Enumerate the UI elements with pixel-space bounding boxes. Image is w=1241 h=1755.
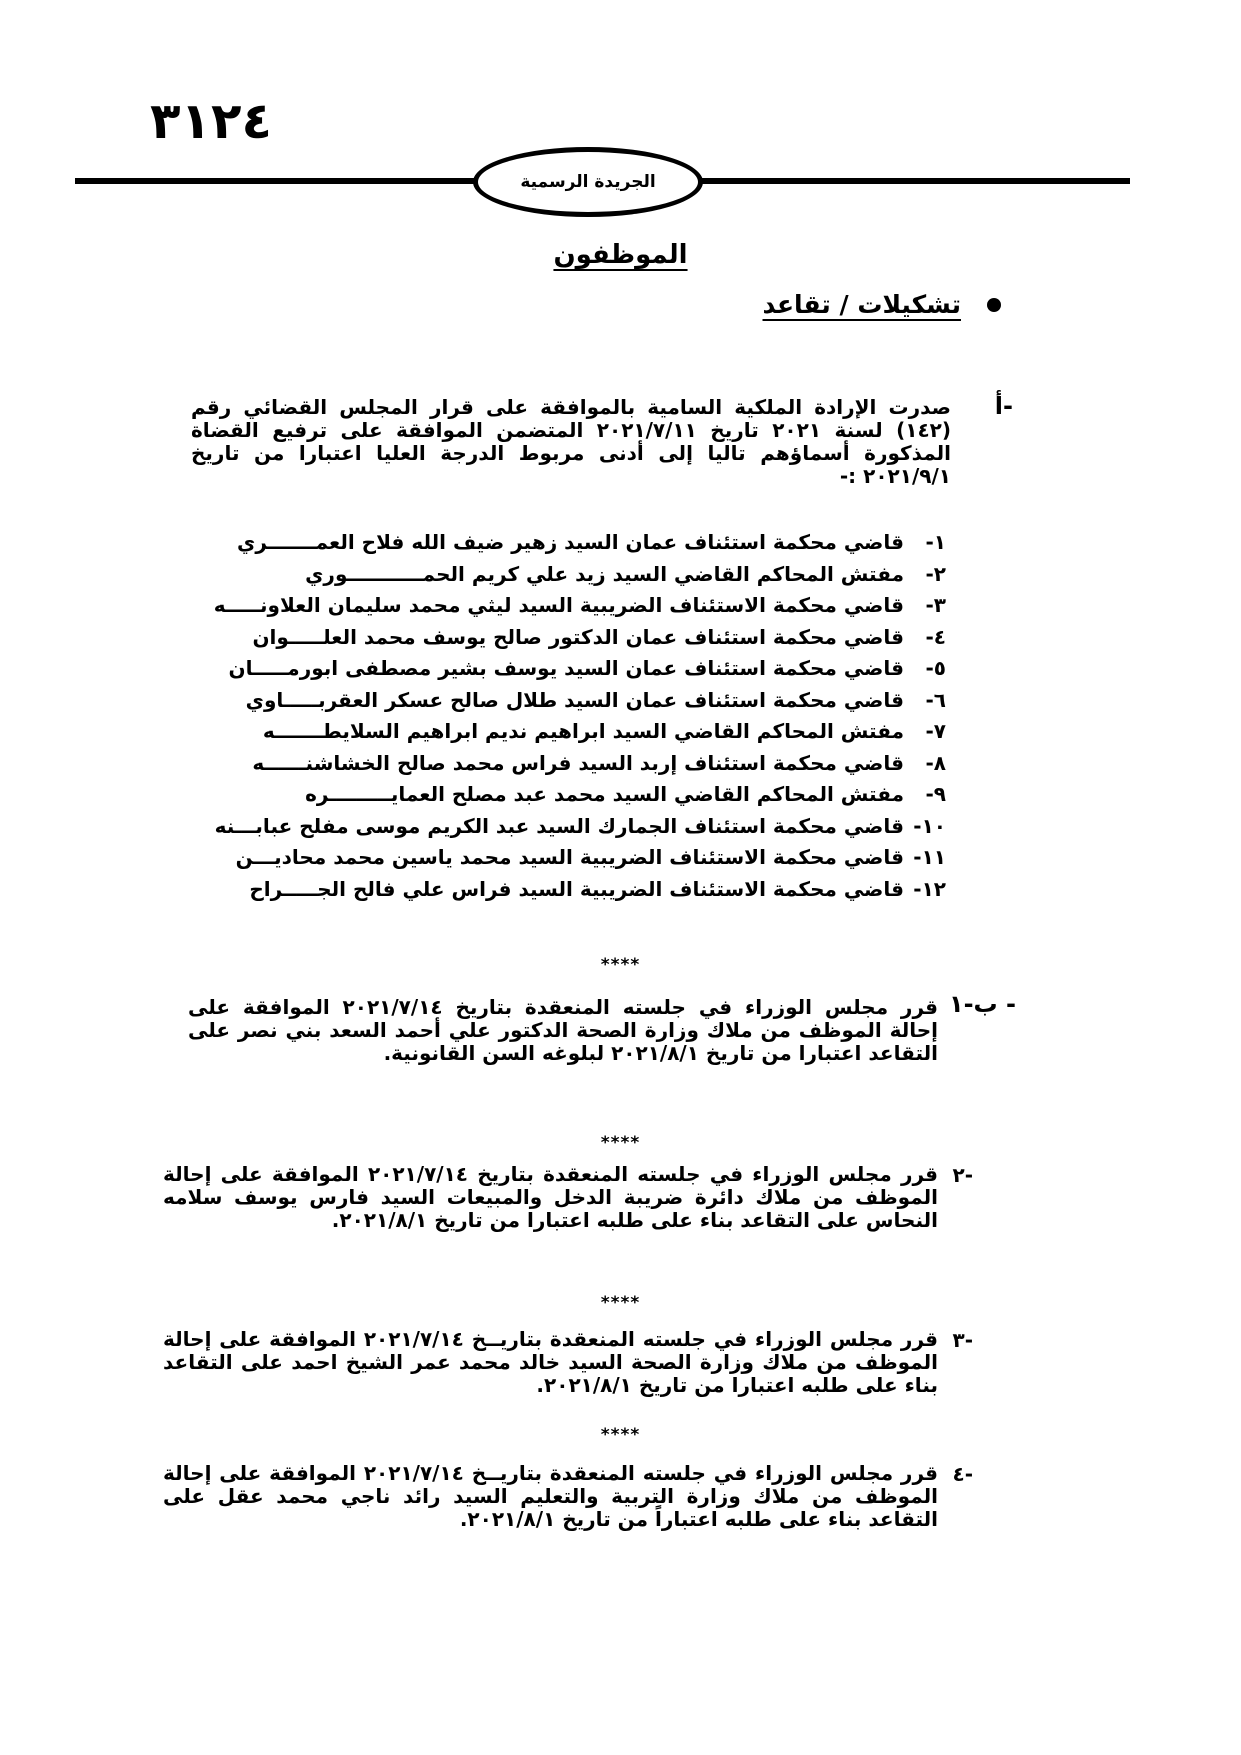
item-number: ١- [925, 530, 946, 554]
list-item [226, 748, 946, 780]
list-item [226, 559, 946, 591]
subheading-text: تشكيلات / تقاعد [762, 290, 961, 319]
separator: **** [600, 1133, 641, 1153]
header-rule-right [700, 178, 1130, 184]
section-title [0, 240, 1241, 270]
separator: **** [600, 1293, 641, 1313]
list-item [226, 779, 946, 811]
list-item [226, 653, 946, 685]
part-b3-marker: ٣- [952, 1328, 973, 1352]
part-a-marker: أ- [994, 392, 1013, 420]
page-number: ٣١٢٤ [150, 92, 273, 150]
item-text: مفتش المحاكم القاضي السيد ابراهيم نديم ابراهيم السلايطـــــــه [262, 719, 904, 743]
part-b1-text: قرر مجلس الوزراء في جلسته المنعقدة بتاريخ ٢٠٢١/٧/١٤ الموافقة على إحالة الموظف من ملاك وزارة الصحة الدكتور علي أحمد السعد بني نصر على التقاعد اعتبارا من تاريخ ٢٠٢١/٨/١ لبلوغه السن القانونية. [188, 995, 938, 1065]
item-number: ٣- [925, 593, 946, 617]
item-text: قاضي محكمة استئناف إربد السيد فراس محمد صالح الخشاشنــــــه [252, 750, 904, 775]
list-item [213, 590, 946, 622]
item-number: ٧- [925, 719, 946, 743]
item-text: مفتش المحاكم القاضي السيد زيد علي كريم الحمـــــــــــوري [305, 561, 904, 586]
part-b2-text: قرر مجلس الوزراء في جلسته المنعقدة بتاريخ ٢٠٢١/٧/١٤ الموافقة على إحالة الموظف من ملاك دائرة ضريبة الدخل والمبيعات السيد فارس يوسف سلامه النحاس على التقاعد بناء على طلبه اعتبارا من تاريخ ٢٠٢١/٨/١. [163, 1162, 938, 1232]
item-text: قاضي محكمة استئناف الجمارك السيد عبد الكريم موسى مفلح عبابـــنه [214, 813, 904, 838]
item-text: قاضي محكمة استئناف عمان الدكتور صالح يوسف محمد العلـــــوان [252, 624, 904, 649]
item-number: ١٠- [913, 813, 946, 838]
item-text: قاضي محكمة الاستئناف الضريبية السيد محمد ياسين محمد محاديـــن [235, 845, 904, 869]
item-number: ٦- [925, 687, 946, 712]
item-text: قاضي محكمة استئناف عمان السيد يوسف بشير مصطفى ابورمـــــان [228, 656, 904, 680]
separator: **** [600, 1425, 641, 1445]
item-number: ٥- [925, 656, 946, 680]
item-number: ٤- [925, 624, 946, 649]
judges-list [213, 527, 946, 905]
item-number: ١٢- [913, 876, 946, 901]
item-number: ٨- [925, 750, 946, 775]
gazette-emblem [473, 147, 703, 217]
item-number: ١١- [913, 845, 946, 869]
part-b1-marker: ب-١ - [948, 990, 1016, 1018]
part-b4-text: قرر مجلس الوزراء في جلسته المنعقدة بتاريــخ ٢٠٢١/٧/١٤ الموافقة على إحالة الموظف من ملاك وزارة التربية والتعليم السيد رائد ناجي محمد عقل على التقاعد بناء على طلبه اعتباراً من تاريخ ٢٠٢١/٨/١. [163, 1461, 938, 1531]
list-item [226, 842, 946, 874]
part-a-intro: صدرت الإرادة الملكية السامية بالموافقة على قرار المجلس القضائي رقم (١٤٢) لسنة ٢٠٢١ تاريخ ٢٠٢١/٧/١١ المتضمن الموافقة على ترفيع القضاة المذكورة أسماؤهم تاليا إلى أدنى مربوط الدرجة العليا اعتبارا من تاريخ ٢٠٢١/٩/١ :- [191, 395, 951, 488]
list-item [214, 811, 946, 843]
item-number: ٩- [925, 782, 946, 806]
separator: **** [600, 955, 641, 975]
list-item [226, 716, 946, 748]
item-text: مفتش المحاكم القاضي السيد محمد عبد مصلح العمايـــــــــره [305, 782, 904, 806]
item-number: ٢- [925, 561, 946, 586]
section-title-text: الموظفون [553, 240, 688, 270]
list-item [226, 622, 946, 654]
item-text: قاضي محكمة الاستئناف الضريبية السيد فراس علي فالح الجـــــراح [249, 876, 904, 901]
item-text: قاضي محكمة الاستئناف الضريبية السيد ليثي محمد سليمان العلاونـــــه [213, 593, 904, 617]
part-b4-marker: ٤- [952, 1462, 973, 1486]
gazette-label: الجريدة الرسمية [520, 172, 656, 192]
list-item [226, 527, 946, 559]
header-rule-left [75, 178, 475, 184]
bullet-icon [987, 298, 1001, 312]
item-text: قاضي محكمة استئناف عمان السيد طلال صالح عسكر العقربـــــاوي [245, 687, 904, 712]
subheading [763, 290, 1002, 319]
part-b2-marker: ٢- [952, 1163, 973, 1187]
list-item [226, 685, 946, 717]
item-text: قاضي محكمة استئناف عمان السيد زهير ضيف الله فلاح العمـــــــري [237, 530, 904, 554]
list-item [226, 874, 946, 906]
part-b3-text: قرر مجلس الوزراء في جلسته المنعقدة بتاريــخ ٢٠٢١/٧/١٤ الموافقة على إحالة الموظف من ملاك وزارة الصحة السيد خالد محمد عمر الشيخ احمد على التقاعد بناء على طلبه اعتبارا من تاريخ ٢٠٢١/٨/١. [163, 1327, 938, 1397]
